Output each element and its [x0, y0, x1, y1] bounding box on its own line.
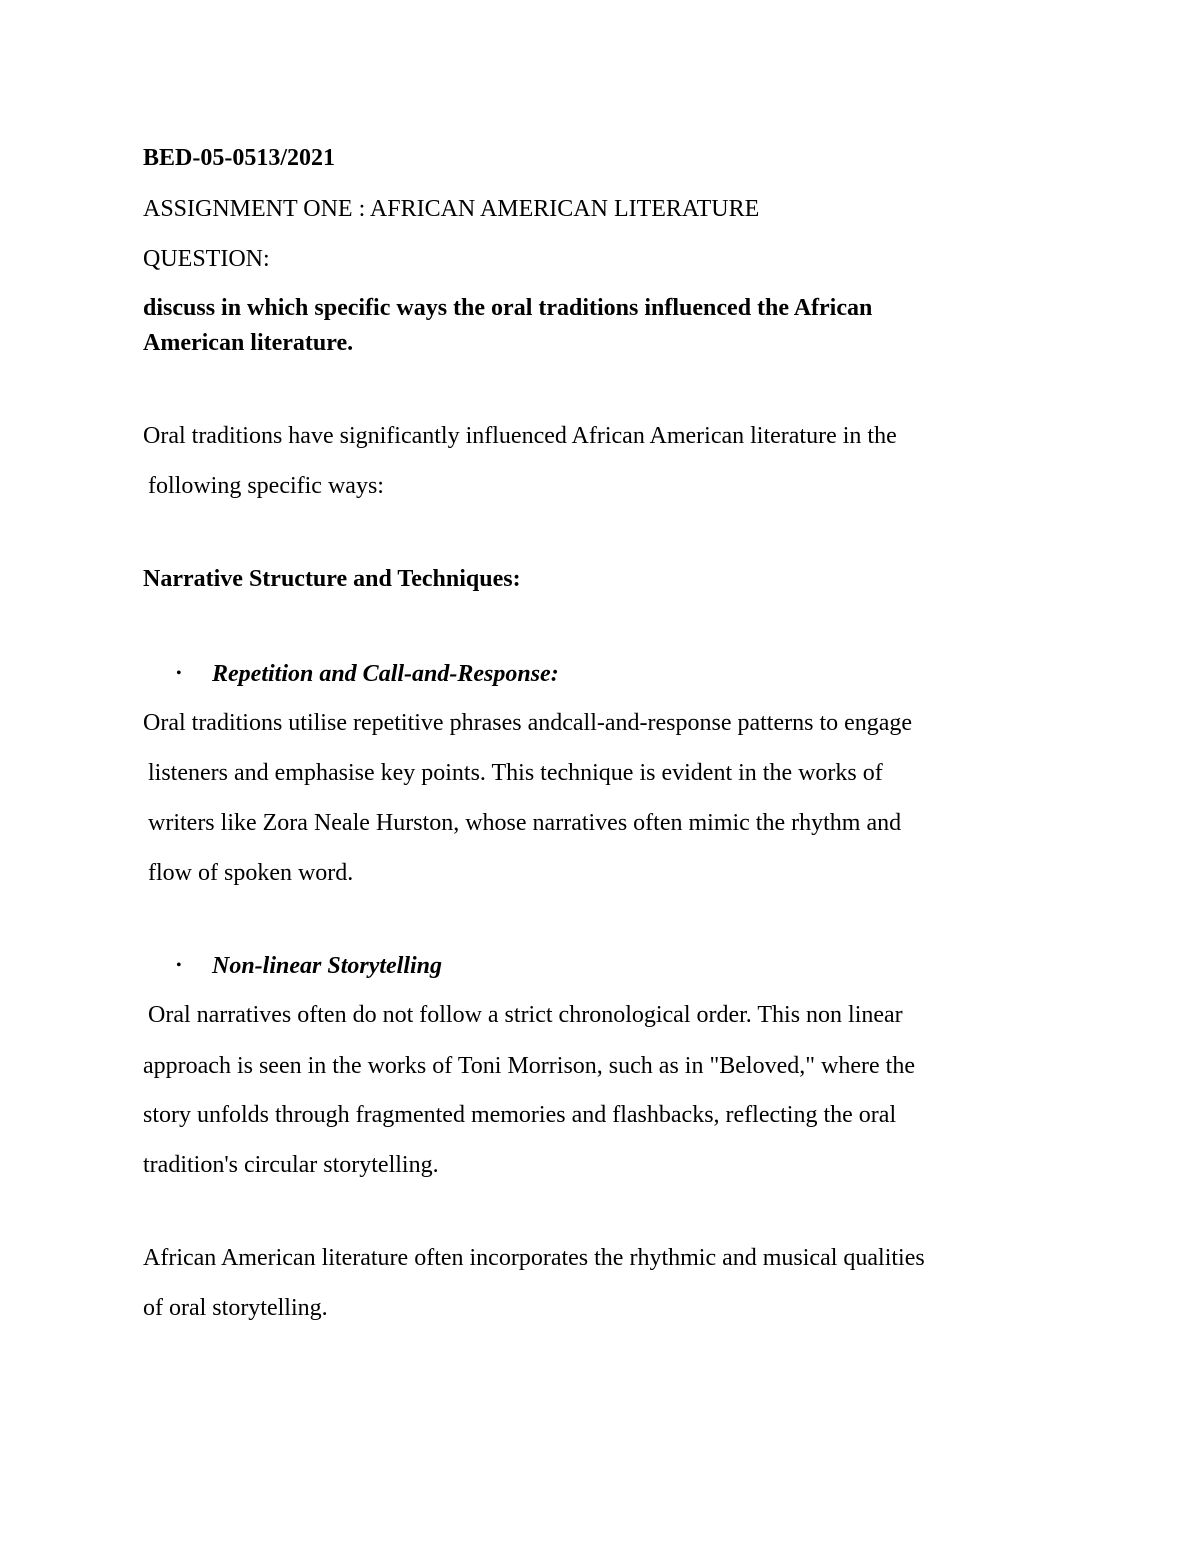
- bullet-marker: •: [176, 665, 182, 682]
- paragraph-line: writers like Zora Neale Hurston, whose narratives often mimic the rhythm and: [148, 810, 902, 836]
- closing-line-1: African American literature often incorporates the rhythmic and musical qualities: [143, 1245, 925, 1271]
- paragraph-line: listeners and emphasise key points. This technique is evident in the works of: [148, 760, 883, 786]
- paragraph-line: story unfolds through fragmented memories and flashbacks, reflecting the oral: [143, 1102, 897, 1128]
- paragraph-line: tradition's circular storytelling.: [143, 1152, 439, 1178]
- question-label: QUESTION:: [143, 246, 270, 272]
- section-heading: Narrative Structure and Techniques:: [143, 566, 521, 592]
- assignment-title: ASSIGNMENT ONE : AFRICAN AMERICAN LITERATURE: [143, 196, 760, 222]
- bullet-title-non-linear: Non-linear Storytelling: [212, 953, 443, 979]
- closing-line-2: of oral storytelling.: [143, 1295, 328, 1321]
- intro-line-2: following specific ways:: [148, 473, 384, 499]
- question-text-line-2: American literature.: [143, 330, 354, 356]
- registration-number: BED-05-0513/2021: [143, 145, 335, 171]
- paragraph-line: approach is seen in the works of Toni Morrison, such as in "Beloved," where the: [143, 1053, 915, 1079]
- paragraph-line: Oral narratives often do not follow a strict chronological order. This non linear: [148, 1002, 903, 1028]
- paragraph-line: flow of spoken word.: [148, 860, 354, 886]
- question-text-line-1: discuss in which specific ways the oral traditions influenced the African: [143, 295, 873, 321]
- intro-line-1: Oral traditions have significantly influenced African American literature in the: [143, 423, 897, 449]
- bullet-marker: •: [176, 957, 182, 974]
- paragraph-line: Oral traditions utilise repetitive phrases andcall-and-response patterns to engage: [143, 710, 913, 736]
- bullet-title-repetition: Repetition and Call-and-Response:: [212, 661, 559, 687]
